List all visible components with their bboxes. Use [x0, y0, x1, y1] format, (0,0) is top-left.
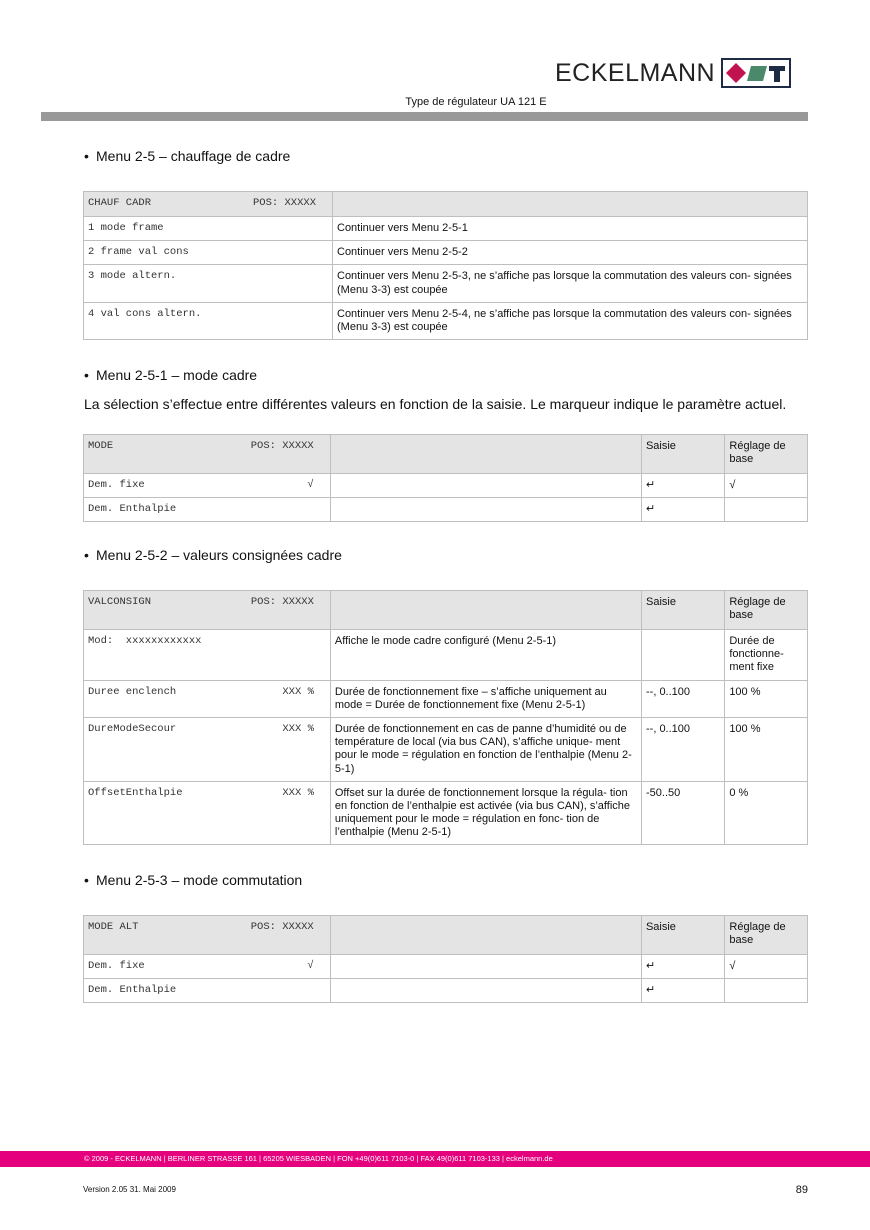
default-cell: √ — [725, 955, 808, 979]
table-header-row — [84, 435, 808, 474]
header-desc — [330, 591, 641, 630]
selected-marker: √ — [307, 479, 314, 491]
param-label: DureModeSecour — [88, 722, 177, 735]
enter-icon: ↵ — [641, 955, 724, 979]
table-row — [84, 265, 808, 302]
default-cell — [725, 498, 808, 522]
pos-label: POS: XXXXX — [250, 440, 314, 452]
desc-cell — [330, 474, 641, 498]
brand-mark-icon — [721, 58, 791, 88]
table-row — [84, 474, 808, 498]
page-number: 89 — [795, 1184, 808, 1196]
header-rule — [41, 112, 808, 121]
brand-logo — [555, 58, 791, 88]
input-range-cell: --, 0..100 — [642, 717, 725, 781]
header-input: Saisie — [641, 916, 724, 955]
enter-icon: ↵ — [641, 979, 724, 1003]
header-input: Saisie — [642, 591, 725, 630]
header-default: Réglage de base — [725, 435, 808, 474]
param-label: Dem. fixe — [88, 960, 145, 972]
desc-cell — [330, 979, 641, 1003]
value-placeholder: XXX % — [282, 786, 314, 799]
table-row — [84, 302, 808, 339]
table-row — [84, 955, 808, 979]
desc-cell: Affiche le mode cadre configuré (Menu 2-5-1) — [330, 630, 641, 681]
param-label: Dem. Enthalpie — [88, 984, 177, 997]
table-menu-2-5 — [83, 191, 808, 340]
param-label: MODE ALT — [88, 921, 139, 933]
desc-cell: Durée de fonctionnement fixe – s’affiche uniquement au mode = Durée de fonctionnement fixe (Menu 2-5-1) — [330, 680, 641, 717]
header-input: Saisie — [641, 435, 724, 474]
header-default: Réglage de base — [725, 916, 808, 955]
desc-cell: Continuer vers Menu 2-5-3, ne s’affiche pas lorsque la commutation des valeurs con- signées (Menu 3-3) est coupée — [333, 265, 808, 302]
desc-cell: Continuer vers Menu 2-5-4, ne s’affiche pas lorsque la commutation des valeurs con- signées (Menu 3-3) est coupée — [333, 302, 808, 339]
param-label: Dem. Enthalpie — [88, 503, 177, 516]
selected-marker: √ — [307, 960, 314, 972]
section-heading-menu-2-5: • Menu 2-5 – chauffage de cadre — [84, 148, 291, 164]
table-row — [84, 680, 808, 717]
default-cell: 0 % — [725, 781, 808, 845]
default-cell: 100 % — [725, 717, 808, 781]
input-range-cell: --, 0..100 — [642, 680, 725, 717]
param-label: VALCONSIGN — [88, 596, 152, 608]
param-label: Dem. fixe — [88, 479, 145, 491]
enter-icon: ↵ — [641, 474, 724, 498]
footer-address: © 2009 - ECKELMANN | BERLINER STRASSE 161 | 65205 WIESBADEN | FON +49(0)611 7103-0 | FAX 49(0)611 7103-133 | eckelmann.de — [84, 1154, 553, 1163]
header-desc — [330, 916, 641, 955]
intro-paragraph: La sélection s’effectue entre différentes valeurs en fonction de la saisie. Le marqueur indique le paramètre actuel. — [84, 396, 787, 412]
table-row — [84, 630, 808, 681]
param-cell: 4 val cons altern. — [84, 302, 333, 339]
param-label: MODE — [88, 440, 114, 452]
table-header-row — [84, 916, 808, 955]
section-heading-menu-2-5-2: • Menu 2-5-2 – valeurs consignées cadre — [84, 547, 342, 563]
document-type: Type de régulateur UA 121 E — [405, 96, 547, 108]
table-row — [84, 498, 808, 522]
section-heading-menu-2-5-3: • Menu 2-5-3 – mode commutation — [84, 872, 303, 888]
input-range-cell — [642, 630, 725, 681]
desc-cell: Durée de fonctionnement en cas de panne d’humidité ou de température de local (via bus CAN), s’affiche unique- ment pour le mode = régulation en fonction de l’enthalpie (Menu 2-5-1) — [330, 717, 641, 781]
table-row — [84, 217, 808, 241]
desc-cell — [330, 498, 641, 522]
header-desc — [333, 192, 808, 217]
enter-icon: ↵ — [641, 498, 724, 522]
value-placeholder: XXX % — [282, 685, 314, 698]
brand-name: ECKELMANN — [555, 58, 716, 87]
default-cell — [725, 979, 808, 1003]
param-cell: 1 mode frame — [84, 217, 333, 241]
default-cell: √ — [725, 474, 808, 498]
header-desc — [330, 435, 641, 474]
value-placeholder: XXX % — [282, 722, 314, 735]
header-default: Réglage de base — [725, 591, 808, 630]
default-cell: Durée de fonctionne- ment fixe — [725, 630, 808, 681]
param-cell: 3 mode altern. — [84, 265, 333, 302]
section-heading-menu-2-5-1: • Menu 2-5-1 – mode cadre — [84, 367, 258, 383]
version-info: Version 2.05 31. Mai 2009 — [83, 1185, 176, 1194]
desc-cell: Continuer vers Menu 2-5-1 — [333, 217, 808, 241]
desc-cell: Continuer vers Menu 2-5-2 — [333, 241, 808, 265]
table-row — [84, 979, 808, 1003]
table-row — [84, 241, 808, 265]
param-label: Mod: xxxxxxxxxxxx — [88, 635, 202, 647]
table-menu-2-5-3 — [83, 915, 808, 1003]
param-cell: 2 frame val cons — [84, 241, 333, 265]
table-menu-2-5-2 — [83, 590, 808, 845]
table-header-row — [84, 591, 808, 630]
input-range-cell: -50..50 — [642, 781, 725, 845]
table-menu-2-5-1 — [83, 434, 808, 522]
table-row — [84, 781, 808, 845]
table-header-row — [84, 192, 808, 217]
param-label: Duree enclench — [88, 685, 177, 698]
desc-cell — [330, 955, 641, 979]
param-label: OffsetEnthalpie — [88, 786, 183, 799]
pos-label: POS: XXXXX — [250, 596, 314, 608]
desc-cell: Offset sur la durée de fonctionnement lorsque la régula- tion en fonction de l’enthalpie est activée (via bus CAN), s’affiche uniquement pour le mode = régulation en fonc- tion de l’enthalpie (Menu 2-5-1) — [330, 781, 641, 845]
param-label: CHAUF CADR — [88, 197, 152, 209]
table-row — [84, 717, 808, 781]
pos-label: POS: XXXXX — [252, 197, 316, 209]
pos-label: POS: XXXXX — [250, 921, 314, 933]
default-cell: 100 % — [725, 680, 808, 717]
